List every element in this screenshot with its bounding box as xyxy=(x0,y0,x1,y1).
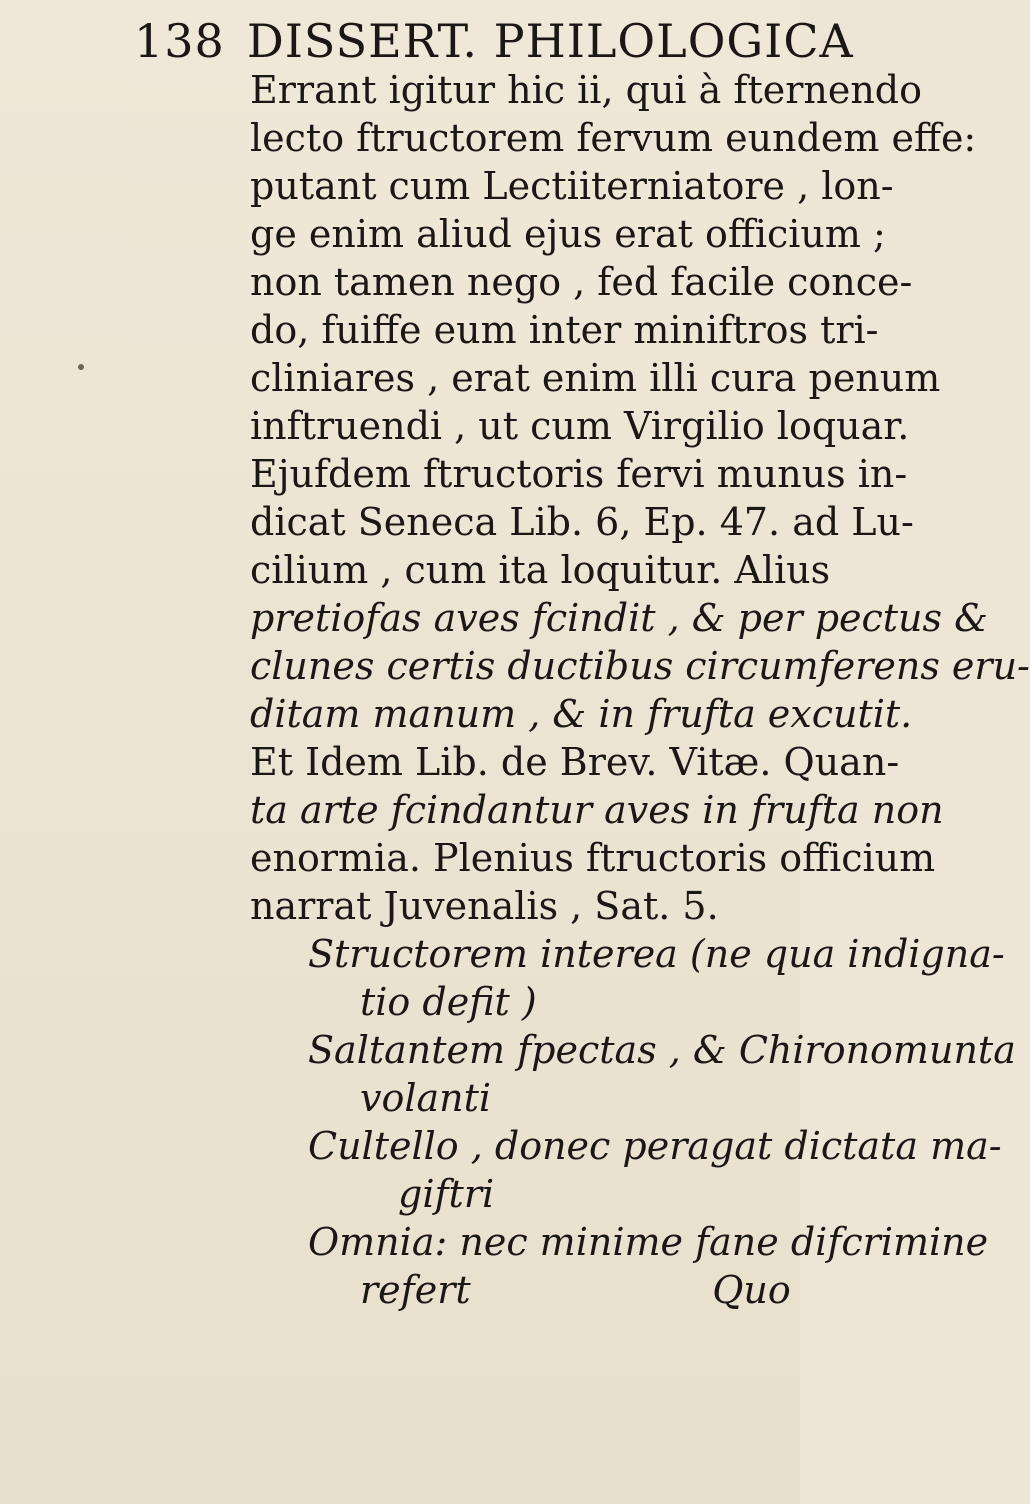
verse-line: giftri xyxy=(398,1172,495,1216)
verse-line: Cultello , donec peragat dictata ma- xyxy=(308,1124,1002,1168)
text-line: cliniares , erat enim illi cura penum xyxy=(250,356,941,400)
text-line: narrat Juvenalis , Sat. 5. xyxy=(250,884,719,928)
verse-line: Saltantem fpectas , & Chironomunta xyxy=(308,1028,1016,1072)
quote-line: ditam manum , & in frufta excutit. xyxy=(250,692,913,736)
text-line: inftruendi , ut cum Virgilio loquar. xyxy=(250,404,910,448)
margin-mark xyxy=(78,364,84,370)
quote-line: ta arte fcindantur aves in frufta non xyxy=(250,788,944,832)
text-line: lecto ftructorem fervum eundem effe: xyxy=(250,116,977,160)
verse-line: Structorem interea (ne qua indigna- xyxy=(308,932,1005,976)
text-line: do, fuiffe eum inter miniftros tri- xyxy=(250,308,879,352)
quote-line: clunes certis ductibus circumferens eru- xyxy=(250,644,1030,688)
verse-line: refert Quo xyxy=(360,1268,791,1312)
text-line: non tamen nego , fed facile conce- xyxy=(250,260,913,304)
text-line: Et Idem Lib. de Brev. Vitæ. Quan- xyxy=(250,740,900,784)
text-line: enormia. Plenius ftructoris officium xyxy=(250,836,936,880)
text-line: Errant igitur hic ii, qui à fternendo xyxy=(250,68,923,112)
quote-line: pretiofas aves fcindit , & per pectus & xyxy=(250,596,988,640)
text-line: cilium , cum ita loquitur. Alius xyxy=(250,548,831,592)
text-line: ge enim aliud ejus erat officium ; xyxy=(250,212,886,256)
text-line: Ejufdem ftructoris fervi munus in- xyxy=(250,452,908,496)
running-title: DISSERT. PHILOLOGICA xyxy=(246,14,854,68)
verse-line: Omnia: nec minime fane difcrimine xyxy=(308,1220,989,1264)
page-number: 138 xyxy=(134,14,225,68)
text-line: putant cum Lectiiterniatore , lon- xyxy=(250,164,894,208)
body-text xyxy=(250,66,1030,1314)
verse-line: tio defit ) xyxy=(360,980,537,1024)
text-line: dicat Seneca Lib. 6, Ep. 47. ad Lu- xyxy=(250,500,914,544)
verse-line: volanti xyxy=(360,1076,492,1120)
running-header xyxy=(134,10,854,72)
